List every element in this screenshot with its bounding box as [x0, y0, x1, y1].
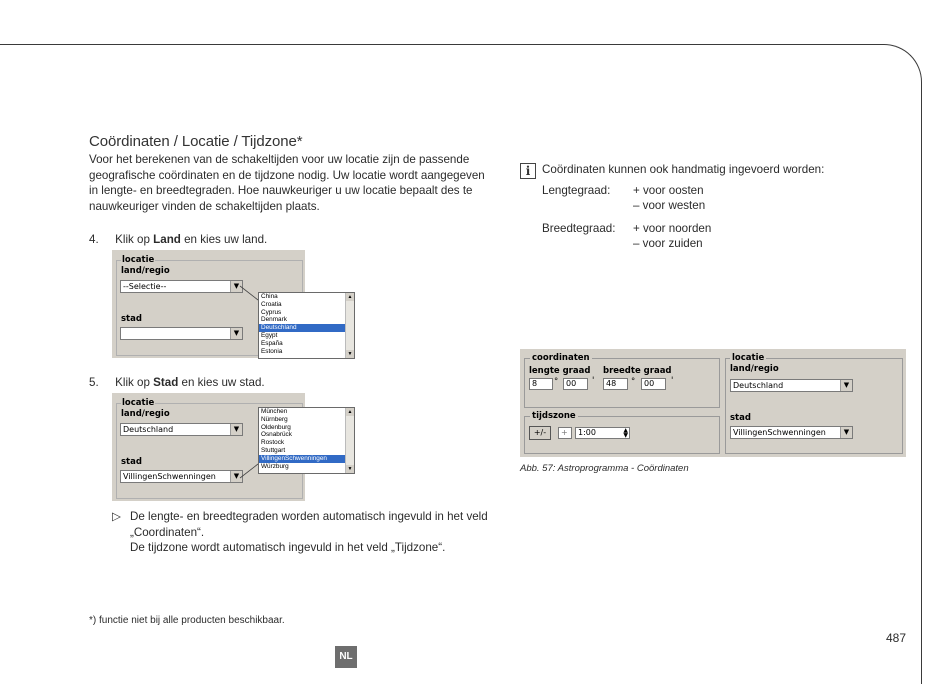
language-tab: NL: [335, 646, 357, 668]
scroll-down-icon[interactable]: ▼: [347, 466, 353, 472]
intro-paragraph: [89, 152, 485, 214]
latitude-plus: + voor noorden: [633, 222, 712, 235]
dropdown-option[interactable]: Osnabrück: [261, 431, 292, 439]
latitude-degrees-input[interactable]: 48: [603, 378, 628, 390]
city-label: stad: [121, 457, 142, 467]
latitude-minus: – voor zuiden: [633, 237, 703, 250]
figure-caption: Abb. 57: Astroprogramma - Coördinaten: [520, 463, 689, 474]
result-line: De lengte- en breedtegraden worden automatisch ingevuld in het veld: [130, 510, 488, 523]
dropdown-option[interactable]: Würzburg: [261, 462, 289, 470]
city-select[interactable]: [120, 327, 243, 340]
scroll-up-icon[interactable]: ▲: [347, 409, 353, 415]
longitude-minutes-input[interactable]: 00: [563, 378, 588, 390]
dropdown-option[interactable]: München: [261, 408, 288, 415]
dropdown-option[interactable]: Cyprus: [261, 308, 282, 316]
coordinates-screenshot: [520, 349, 906, 457]
group-label: locatie: [122, 255, 155, 265]
dropdown-option[interactable]: España: [261, 339, 283, 347]
result-line: De tijdzone wordt automatisch ingevuld in het veld „Tijdzone“.: [130, 541, 446, 554]
page-number: 487: [886, 631, 907, 645]
intro-line: nauwkeuriger vinden de schakeltijden plaats.: [89, 199, 320, 213]
footnote: *) functie niet bij alle producten beschikbaar.: [89, 615, 285, 626]
spinner-icon[interactable]: ▲ ▼: [623, 427, 628, 439]
info-icon: i: [520, 163, 536, 179]
chevron-down-icon[interactable]: ▼: [840, 380, 852, 391]
step-number: 5.: [89, 376, 99, 389]
latitude-minutes-input[interactable]: 00: [641, 378, 666, 390]
dropdown-option[interactable]: Stuttgart: [261, 446, 286, 454]
longitude-field-label: lengte graad: [529, 366, 591, 376]
dropdown-option-selected[interactable]: VillingenSchwenningen: [259, 455, 354, 463]
dropdown-option[interactable]: Estonia: [261, 347, 283, 355]
minute-symbol: ': [671, 376, 674, 386]
result-text: [130, 509, 488, 556]
timezone-group-label: tijdszone: [532, 411, 576, 421]
scroll-up-icon[interactable]: ▲: [347, 294, 353, 300]
chevron-down-icon[interactable]: ▼: [230, 424, 242, 435]
info-text: Coördinaten kunnen ook handmatig ingevoerd worden:: [542, 163, 825, 176]
city-dropdown[interactable]: [258, 407, 355, 474]
dropdown-option[interactable]: Nürnberg: [261, 415, 288, 423]
step-keyword: Stad: [153, 376, 179, 389]
country-dropdown[interactable]: [258, 292, 355, 359]
longitude-plus: + voor oosten: [633, 184, 704, 197]
scrollbar[interactable]: [345, 293, 354, 358]
intro-line: geografische coördinaten en de tijdzone nodig. Uw locatie wordt aangegeven: [89, 168, 485, 182]
step-keyword: Land: [153, 233, 181, 246]
city-label: stad: [730, 413, 751, 423]
latitude-field-label: breedte graad: [603, 366, 672, 376]
timezone-sign-button[interactable]: +/-: [529, 426, 551, 440]
intro-line: Voor het berekenen van de schakeltijden voor uw locatie zijn de passende: [89, 153, 470, 166]
dropdown-option[interactable]: Rostock: [261, 439, 285, 447]
country-label: land/regio: [730, 364, 779, 374]
dropdown-option[interactable]: Oldenburg: [261, 423, 291, 431]
degree-symbol: °: [554, 377, 559, 387]
step-4: [89, 233, 267, 246]
degree-symbol: °: [631, 377, 636, 387]
step-5: [89, 376, 265, 389]
minute-symbol: ': [592, 376, 595, 386]
timezone-input[interactable]: 1:00 ▲ ▼: [575, 427, 630, 439]
longitude-label: Lengtegraad:: [542, 184, 611, 197]
location-group-label: locatie: [732, 353, 765, 363]
longitude-minus: – voor westen: [633, 199, 706, 212]
city-select[interactable]: VillingenSchwenningen ▼: [730, 426, 853, 439]
chevron-down-icon[interactable]: ▼: [230, 471, 242, 482]
city-select[interactable]: VillingenSchwenningen ▼: [120, 470, 243, 483]
step-number: 4.: [89, 233, 99, 246]
step-text-post: en kies uw stad.: [178, 376, 265, 389]
chevron-down-icon[interactable]: ▼: [230, 328, 242, 339]
scroll-down-icon[interactable]: ▼: [347, 351, 353, 357]
longitude-degrees-input[interactable]: 8: [529, 378, 553, 390]
timezone-sign: +: [558, 427, 572, 439]
dropdown-option-selected[interactable]: Deutschland: [259, 324, 354, 332]
coordinates-group-label: coordinaten: [532, 353, 590, 363]
step-text-pre: Klik op: [115, 233, 154, 246]
chevron-down-icon[interactable]: ▼: [840, 427, 852, 438]
result-marker: ▷: [112, 510, 121, 523]
country-select[interactable]: Deutschland ▼: [120, 423, 243, 436]
dropdown-option[interactable]: Egypt: [261, 331, 278, 339]
city-label: stad: [121, 314, 142, 324]
section-title: Coördinaten / Locatie / Tijdzone*: [89, 133, 303, 150]
dropdown-option[interactable]: Denmark: [261, 316, 287, 324]
country-select[interactable]: --Selectie-- ▼: [120, 280, 243, 293]
dropdown-option[interactable]: Croatia: [261, 300, 282, 308]
country-label: land/regio: [121, 409, 170, 419]
country-select[interactable]: Deutschland ▼: [730, 379, 853, 392]
intro-line: in lengte- en breedtegraden. Hoe nauwkeuriger u uw locatie bepaalt des te: [89, 184, 473, 197]
country-label: land/regio: [121, 266, 170, 276]
dropdown-option[interactable]: China: [261, 293, 278, 300]
chevron-down-icon[interactable]: ▼: [230, 281, 242, 292]
latitude-label: Breedtegraad:: [542, 222, 616, 235]
group-label: locatie: [122, 398, 155, 408]
step-text-post: en kies uw land.: [180, 233, 268, 246]
scrollbar[interactable]: [345, 408, 354, 473]
result-line: „Coordinaten“.: [130, 525, 205, 539]
step-text-pre: Klik op: [115, 376, 154, 389]
